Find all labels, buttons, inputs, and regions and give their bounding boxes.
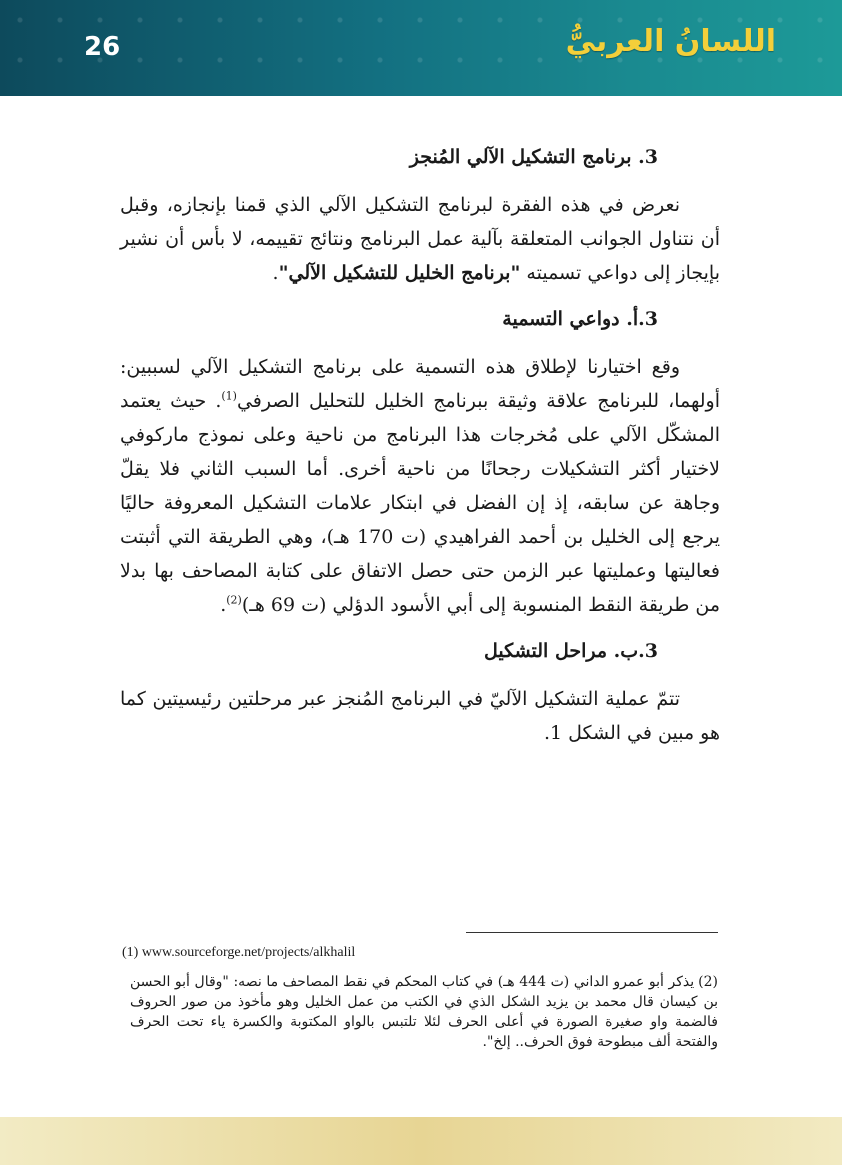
section-3-paragraph	[120, 188, 720, 290]
section-3-end: .	[272, 262, 279, 284]
section-3a-text-2: . حيث يعتمد المشكّل الآلي على مُخرجات هذا البرنامج من ناحية وعلى نموذج ماركوفي لاختيار أكثر التشكيلات رجحانًا من ناحية أخرى. أما السبب الثاني فلا يقلّ وجاهة عن سابقه، إذ إن الفضل في ابتكار علامات التشكيل المعروفة حاليًا يرجع إلى الخليل بن أحمد الفراهيدي (ت 170 هـ)، وهي الطريقة التي أثبتت فعاليتها وعمليتها عبر الزمن حتى حصل الاتفاق على كتابة المصاحف بها بدلا من طريقة النقط المنسوبة إلى أبي الأسود الدؤلي (ت 69 هـ)	[120, 390, 720, 616]
page-number: 26	[84, 32, 121, 62]
article-body	[120, 140, 720, 750]
footnote-divider	[466, 932, 718, 933]
footnote-2-text: يذكر أبو عمرو الداني (ت 444 هـ) في كتاب المحكم في نقط المصاحف ما نصه: "وقال أبو الحسن بن كيسان قال محمد بن يزيد الشكل الذي في الكتب من عمل الخليل وهو مأخوذ من صور الحروف فالضمة واو صغيرة الصورة في أعلى الحرف لئلا تلتبس بالواو المكتوبة والكسرة ياء تحت الحرف والفتحة ألف مبطوحة فوق الحرف.. إلخ".	[130, 974, 718, 1050]
footnote-2	[130, 972, 718, 1052]
section-3a-text-3: .	[220, 594, 227, 616]
section-3a-heading: 3.أ. دواعي التسمية	[502, 308, 658, 330]
footnote-ref-1[interactable]: (1)	[221, 389, 237, 403]
footnote-2-number: (2)	[698, 974, 718, 990]
footnote-1[interactable]: (1) www.sourceforge.net/projects/alkhalil	[122, 945, 356, 960]
section-3a-paragraph	[120, 350, 720, 622]
footnote-ref-2[interactable]: (2)	[226, 593, 242, 607]
journal-logo: اللسانُ العربيُّ	[565, 24, 776, 59]
section-3b-heading: 3.ب. مراحل التشكيل	[483, 640, 658, 662]
section-3a-text-1: وقع اختيارنا لإطلاق هذه التسمية على برنامج التشكيل الآلي لسببين: أولهما، للبرنامج علاقة وثيقة ببرنامج الخليل للتحليل الصرفي	[120, 356, 720, 412]
section-3b-paragraph: تتمّ عملية التشكيل الآليّ في البرنامج المُنجز عبر مرحلتين رئيسيتين كما هو مبين في الشكل 1.	[120, 688, 720, 744]
section-3-text: نعرض في هذه الفقرة لبرنامج التشكيل الآلي الذي قمنا بإنجازه، وقبل أن نتناول الجوانب المتعلقة بآلية عمل البرنامج ونتائج تقييمه، لا بأس أن نشير بإيجاز إلى دواعي تسميته	[120, 194, 720, 284]
page-header	[0, 0, 842, 96]
page-footer-band	[0, 1117, 842, 1165]
program-name: "برنامج الخليل للتشكيل الآلي"	[278, 262, 521, 284]
section-3-heading: 3. برنامج التشكيل الآلي المُنجز	[409, 146, 658, 168]
